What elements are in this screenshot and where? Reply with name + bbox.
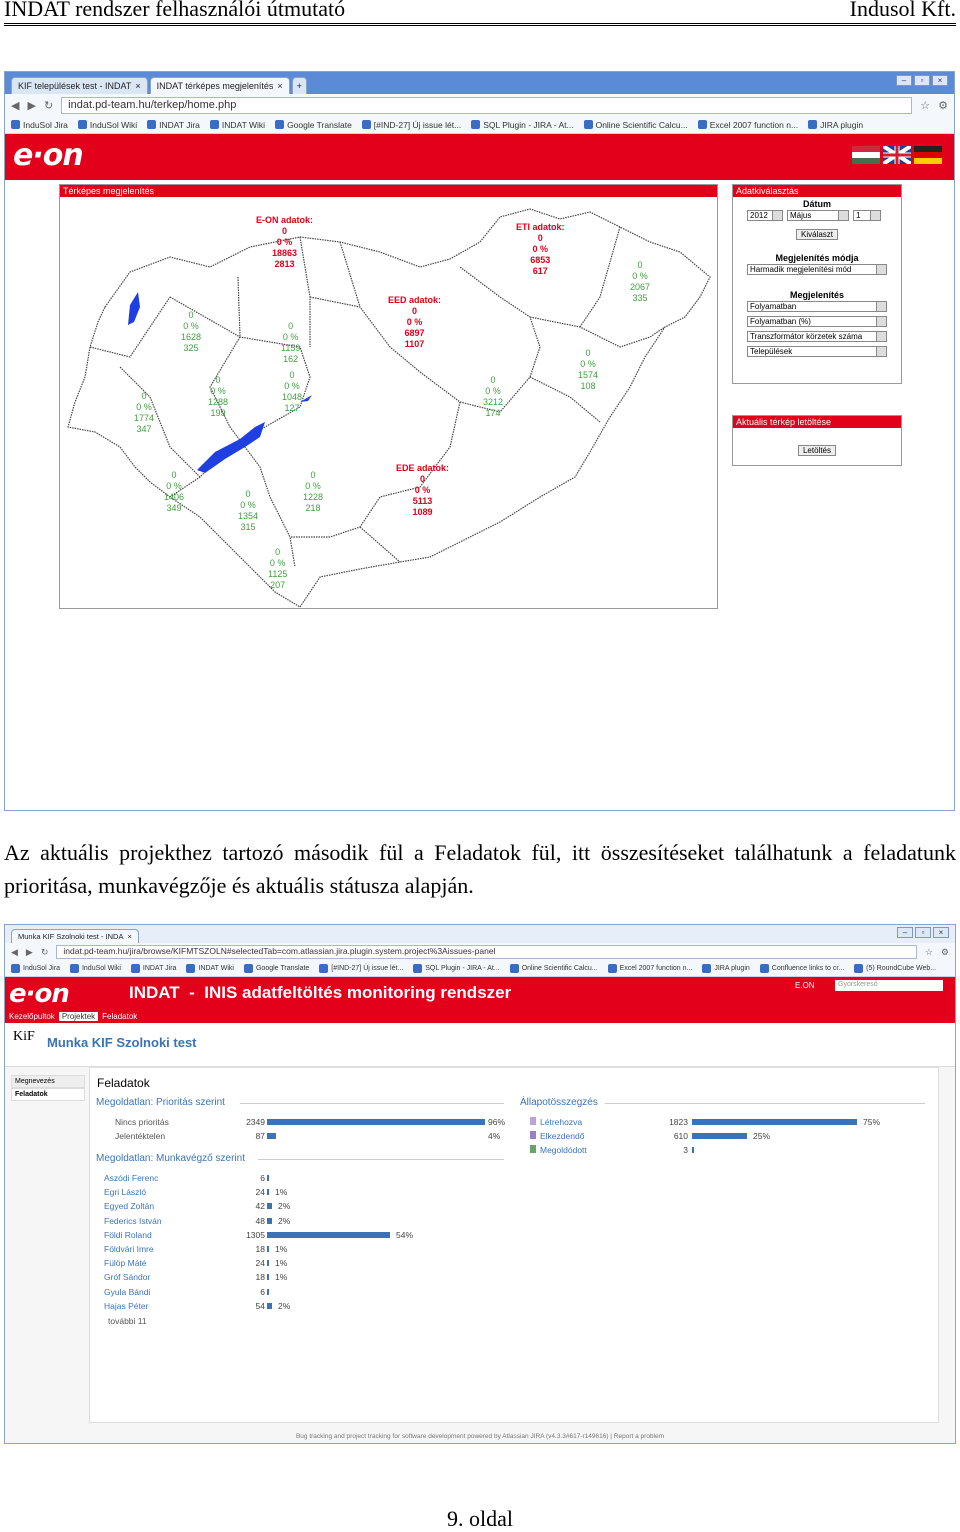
stat-percent: 2% [278,1215,291,1226]
region-name: E-ON adatok: [256,215,314,225]
bookmark-8[interactable]: Online Scientific Calcu... [584,120,688,130]
map-panel-title: Térképes megjelenítés [60,185,717,197]
stat-bar [267,1119,485,1125]
display-option-3[interactable]: Transzformátor körzetek száma [747,331,887,342]
stat-label[interactable]: Elkezdendő [540,1131,585,1141]
map-region-label [388,295,441,350]
stat-label[interactable]: Federics István [104,1215,162,1226]
stat-bar [692,1133,747,1139]
map-region-label [303,470,323,514]
display-mode-label: Megjelenítés módja [775,253,859,263]
eon-header [5,134,954,180]
region-value: 1159 [281,343,301,353]
browser-tab-2[interactable]: INDAT térképes megjelenítés × [150,77,290,94]
bookmark-10[interactable]: JIRA plugin [808,120,863,130]
status-title: Állapotösszegzés [520,1097,598,1108]
priority-title: Megoldatlan: Prioritás szerint [96,1097,225,1108]
address-bar[interactable]: indat.pd-team.hu/terkep/home.php [61,97,912,114]
region-value: 0 [171,470,177,480]
region-value: 199 [210,408,226,418]
back-icon[interactable]: ◀ [11,946,18,957]
region-value: 0 % [305,481,321,491]
bookmark-icon [510,964,519,973]
stat-count: 87 [255,1131,265,1141]
region-value: 1288 [208,397,229,407]
nav-issues[interactable]: Feladatok [11,1088,85,1101]
display-option-2[interactable]: Folyamatban (%) [747,316,887,327]
stat-percent: 54% [396,1229,414,1240]
quick-search-input[interactable]: Gyorskereső [835,980,943,991]
stat-count: 48 [255,1215,265,1226]
new-tab-button[interactable]: + [292,77,307,94]
region-value: 0 % [632,271,648,281]
data-selection-panel [732,184,902,384]
language-flags [852,146,942,164]
download-button[interactable]: Letöltés [798,445,836,456]
region-value: 0 % [269,558,286,568]
region-value: 0 % [166,481,182,491]
stat-count: 18 [255,1272,265,1283]
star-icon[interactable]: ☆ [924,946,933,957]
bookmark-icon [147,120,156,129]
stat-count: 6 [260,1173,265,1183]
doc-title: INDAT rendszer felhasználói útmutató [4,0,346,21]
minimize-icon[interactable]: – [897,927,913,938]
download-title: Aktuális térkép letöltése [733,416,901,428]
bookmark-2[interactable]: InduSol Wiki [78,120,137,130]
region-value: 0 % [284,381,300,391]
project-left-nav [11,1075,85,1101]
assignee-title: Megoldatlan: Munkavégző szerint [96,1153,245,1164]
display-option-4[interactable]: Települések [747,346,887,357]
region-value: 6897 [404,328,425,338]
region-value: 0 [412,306,418,316]
reload-icon[interactable]: ↻ [43,99,54,112]
wrench-icon[interactable]: ⚙ [940,946,949,957]
status-icon [530,1145,536,1153]
bookmarks-bar-2 [5,961,955,977]
display-label: Megjelenítés [789,290,845,300]
bookmark-4[interactable]: INDAT Wiki [186,964,234,973]
region-value: 0 % [580,359,596,369]
document-header [4,0,956,26]
region-value: 207 [270,580,286,590]
eon-logo-2: e·on [9,979,69,1009]
stat-percent: 4% [488,1131,501,1141]
hungary-map [60,197,717,608]
bookmark-4[interactable]: INDAT Wiki [210,120,265,130]
map-panel [59,184,718,609]
region-value: 6853 [530,255,551,265]
region-value: 1628 [181,332,202,342]
stat-label[interactable]: Egyed Zoltán [104,1201,155,1212]
browser-navbar [5,94,954,116]
bookmark-icon [275,120,284,129]
region-value: 325 [183,343,199,353]
status-icon [530,1131,536,1139]
month-select[interactable]: Május [787,210,849,221]
region-value: 162 [283,354,299,364]
stat-count: 24 [255,1187,265,1198]
stat-percent: 2% [278,1201,291,1212]
region-name: EDE adatok: [396,463,450,473]
bookmark-1[interactable]: InduSol Jira [11,964,60,973]
bookmark-11[interactable]: Confluence links to cr... [760,964,844,973]
bookmark-icon [11,964,20,973]
region-value: 347 [136,424,152,434]
flag-de-icon[interactable] [914,146,942,164]
bookmark-8[interactable]: Online Scientific Calcu... [510,964,598,973]
menu-dashboards[interactable]: Kezelőpultok [9,1012,55,1021]
region-value: 218 [305,503,321,513]
map-region-label [396,463,449,518]
stat-percent: 1% [275,1258,288,1269]
close-icon[interactable]: × [135,81,141,91]
close-window-icon[interactable]: × [933,927,949,938]
stat-count: 18 [255,1244,265,1254]
bookmark-icon [11,120,20,129]
bookmark-1[interactable]: InduSol Jira [11,120,68,130]
window-controls-2 [897,927,949,938]
region-value: 0 % [485,386,501,396]
project-header [5,1023,955,1067]
body-paragraph: Az aktuális projekthez tartozó második fül a Feladatok fül, itt összesítéseket találhatunk a feladatunk prioritása, munkavégzője és aktuális státusza alapján. [4,840,956,898]
bookmark-icon [131,964,140,973]
map-region-label [578,348,598,392]
region-value: 2067 [630,282,651,292]
region-value: 1354 [238,511,259,521]
forward-icon[interactable]: ▶ [25,946,33,957]
stat-label[interactable]: Megoldódott [540,1145,587,1155]
download-panel [732,415,902,466]
region-value: 0 % [210,386,226,396]
region-value: 0 % [136,402,152,412]
stat-label[interactable]: Földi Roland [104,1229,152,1240]
region-value: 1406 [164,492,185,502]
region-value: 1574 [578,370,599,380]
region-value: 0 [141,391,147,401]
region-value: 617 [532,266,548,276]
stat-count: 6 [260,1286,265,1297]
bookmarks-bar [5,116,954,134]
screenshot-map [4,71,955,811]
display-option-1[interactable]: Folyamatban [747,301,887,312]
select-button[interactable]: Kiválaszt [796,229,838,240]
stat-percent: 25% [753,1131,771,1141]
bookmark-icon [584,120,593,129]
stat-count: 42 [255,1201,265,1212]
region-value: 0 % [183,321,199,331]
bookmark-12[interactable]: (5) RoundCube Web... [854,964,936,973]
stat-bar [267,1289,269,1295]
region-value: 0 % [240,500,256,510]
region-value: 0 % [276,237,293,247]
stat-percent: 75% [863,1117,881,1127]
jira-header [5,977,955,1023]
user-menu[interactable]: E.ON [795,981,815,990]
forward-icon[interactable]: ▶ [27,99,36,112]
day-select[interactable]: 1 [853,210,881,221]
bookmark-3[interactable]: INDAT Jira [147,120,200,130]
bookmark-icon [471,120,480,129]
region-value: 5113 [412,496,433,506]
stat-label: Jelentéktelen [115,1131,166,1141]
stat-bar [267,1218,272,1224]
bookmark-6[interactable]: [#IND-27] Új issue lét... [362,120,461,130]
bookmark-icon [186,964,195,973]
stat-percent: 1% [275,1272,288,1283]
bookmark-icon [362,120,371,129]
region-value: 0 % [414,485,431,495]
region-value: 1048 [282,392,303,402]
reload-icon[interactable]: ↻ [40,946,49,957]
back-icon[interactable]: ◀ [11,99,20,112]
bookmark-3[interactable]: INDAT Jira [131,964,177,973]
maximize-icon[interactable]: ▫ [914,75,930,86]
maximize-icon[interactable]: ▫ [915,927,931,938]
region-value: 1089 [412,507,433,517]
browser-tabbar-2 [5,925,955,943]
eon-logo: e·on [13,138,83,173]
map-region-label [516,222,565,277]
stat-label[interactable]: Hajas Péter [104,1300,149,1311]
region-value: 2813 [274,259,295,269]
flag-uk-icon[interactable] [883,146,911,164]
close-window-icon[interactable]: × [932,75,948,86]
app-title: INDAT - INIS adatfeltöltés monitoring rendszer [129,983,512,1002]
bookmark-5[interactable]: Google Translate [244,964,309,973]
bookmark-5[interactable]: Google Translate [275,120,352,130]
data-selection-title: Adatkiválasztás [733,185,901,197]
section-title: Feladatok [97,1076,150,1090]
region-value: 1228 [303,492,324,502]
region-value: 18863 [271,248,298,258]
stat-count: 1305 [246,1229,265,1240]
map-region-label [238,489,258,533]
stat-bar [267,1274,269,1280]
stat-percent: 1% [275,1187,288,1198]
map-region-label [256,215,313,270]
region-value: 0 [537,233,543,243]
menu-issues[interactable]: Feladatok [102,1012,138,1021]
region-value: 0 [288,321,294,331]
browser-tabbar [5,72,954,94]
region-value: 0 [585,348,591,358]
bookmark-6[interactable]: [#IND-27] Új issue lét... [319,964,403,973]
region-value: 0 % [406,317,423,327]
address-bar-2[interactable]: indat.pd-team.hu/jira/browse/KIFMTSZOLN#selectedTab=com.atlassian.jira.plugin.system.project%3Aissues-panel [56,945,916,959]
bookmark-9[interactable]: Excel 2007 function n... [608,964,693,973]
bookmark-icon [760,964,769,973]
map-region-label [208,375,228,419]
browser-navbar-2 [5,943,955,961]
region-value: 108 [580,381,596,391]
map-region-label [282,370,302,414]
stat-label[interactable]: Földvári Imre [104,1244,154,1254]
region-value: 0 [637,260,643,270]
flag-hu-icon[interactable] [852,146,880,164]
region-value: 1774 [134,413,155,423]
stat-count: 610 [673,1131,688,1141]
stat-label[interactable]: Aszódi Ferenc [104,1173,159,1183]
stat-label[interactable]: Gyula Bándi [104,1286,151,1297]
stat-label: Nincs prioritás [115,1117,169,1127]
close-icon[interactable]: × [127,932,132,941]
stat-percent: 1% [275,1244,288,1254]
stat-count: 3 [683,1145,688,1155]
stat-label[interactable]: Fülöp Máté [104,1258,147,1269]
company-name: Indusol Kft. [849,0,956,21]
region-value: 0 [215,375,221,385]
stat-count: 2349 [246,1117,265,1127]
close-icon[interactable]: × [277,81,283,91]
window-controls [896,75,948,86]
bookmark-icon [210,120,219,129]
region-value: 127 [284,403,300,413]
stat-label[interactable]: Létrehozva [540,1117,583,1127]
region-value: 0 [490,375,496,385]
map-region-label [630,260,650,304]
bookmark-icon [413,964,422,973]
region-value: 315 [240,522,256,532]
more-assignees-link[interactable]: további 11 [108,1316,147,1326]
stat-bar [267,1175,269,1181]
stat-label[interactable]: Egri László [104,1187,147,1198]
stat-bar [267,1246,269,1252]
map-region-label [134,391,154,435]
page-number: 9. oldal [447,1506,513,1531]
year-select[interactable]: 2012 [747,210,783,221]
minimize-icon[interactable]: – [896,75,912,86]
map-region-label [164,470,184,514]
menu-projects[interactable]: Projektek [59,1012,98,1021]
stat-bar [692,1119,857,1125]
region-value: 0 [282,226,288,236]
stat-bar [267,1133,276,1139]
region-value: 0 % [532,244,549,254]
region-value: 1107 [404,339,425,349]
region-name: EED adatok: [388,295,442,305]
region-value: 349 [166,503,182,513]
region-value: 0 [289,370,295,380]
bookmark-icon [244,964,253,973]
stat-bar [267,1203,272,1209]
stat-bar [267,1189,269,1195]
region-value: 0 [275,547,281,557]
bookmark-7[interactable]: SQL Plugin - JIRA - At... [413,964,499,973]
region-value: 0 [420,474,426,484]
stat-count: 54 [255,1300,265,1311]
screenshot-jira [4,924,956,1444]
region-value: 174 [485,408,501,418]
bookmark-icon [702,964,711,973]
issues-content [89,1067,939,1423]
region-value: 0 [310,470,316,480]
stat-bar [692,1147,694,1153]
bookmark-icon [854,964,863,973]
bookmark-icon [808,120,817,129]
region-value: 0 % [282,332,299,342]
nav-summary[interactable]: Megnevezés [11,1075,85,1088]
bookmark-icon [78,120,87,129]
bookmark-10[interactable]: JIRA plugin [702,964,749,973]
region-name: ETI adatok: [516,222,565,232]
jira-footer: Bug tracking and project tracking for software development powered by Atlassian JIRA (v4.3.3#617-r149616) | Report a problem [295,1433,665,1440]
stat-bar [267,1260,269,1266]
stat-count: 1823 [669,1117,688,1127]
bookmark-9[interactable]: Excel 2007 function n... [698,120,798,130]
region-value: 1125 [268,569,288,579]
project-title[interactable]: Munka KIF Szolnoki test [47,1035,197,1050]
map-region-label [181,310,201,354]
display-mode-select[interactable]: Harmadik megjelenítési mód [747,264,887,275]
map-region-label [281,321,300,365]
project-icon: KiF [13,1029,35,1044]
stat-count: 24 [255,1258,265,1269]
bookmark-2[interactable]: InduSol Wiki [70,964,121,973]
bookmark-icon [319,964,328,973]
browser-tab-1[interactable]: KIF települések test - INDAT × [11,77,148,94]
date-label: Dátum [802,199,831,209]
map-region-label [268,547,287,591]
browser-tab-jira[interactable]: Munka KIF Szolnoki test - INDA × [11,929,139,943]
wrench-icon[interactable]: ⚙ [938,99,948,112]
stat-percent: 2% [278,1300,291,1311]
star-icon[interactable]: ☆ [920,99,931,112]
status-icon [530,1117,536,1125]
stat-percent: 96% [488,1117,506,1127]
stat-bar [267,1303,272,1309]
region-value: 0 [245,489,251,499]
region-value: 0 [188,310,194,320]
bookmark-icon [70,964,79,973]
map-region-label [483,375,503,419]
bookmark-7[interactable]: SQL Plugin - JIRA - At... [471,120,573,130]
stat-label[interactable]: Gróf Sándor [104,1272,151,1283]
bookmark-icon [698,120,707,129]
stat-bar [267,1232,390,1238]
region-value: 3212 [483,397,504,407]
region-value: 335 [632,293,648,303]
bookmark-icon [608,964,617,973]
